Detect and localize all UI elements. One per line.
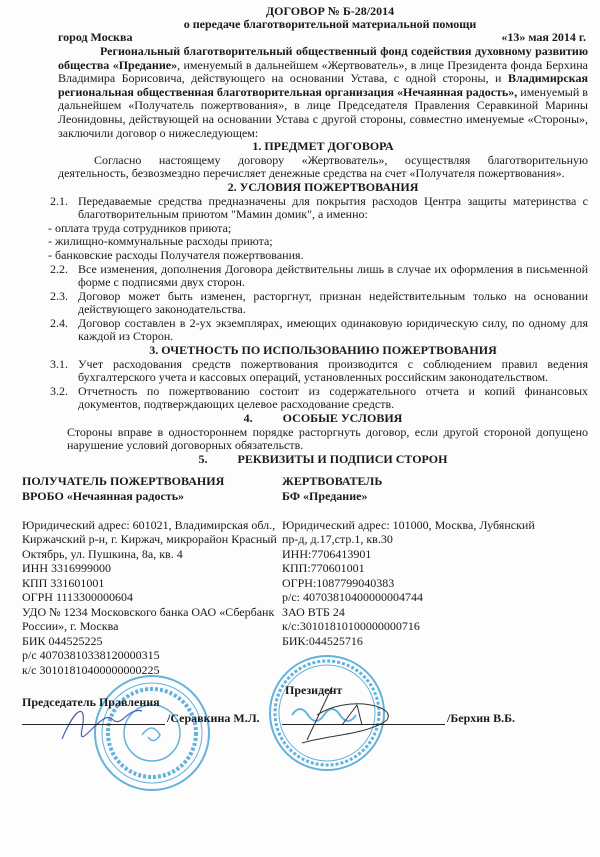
donor-org: Региональный благотворительный общественный фонд содействия духовному развитию общества «Предание» — [58, 44, 588, 72]
detail-line: КПП 331601001 — [22, 575, 105, 590]
recipient-signer-name: /Серавкина М.Л. — [167, 711, 260, 726]
detail-line: р/с: 40703810400000004744 — [282, 590, 423, 605]
recipient-details — [22, 474, 282, 677]
clause-text: Отчетность по пожертвованию состоит из содержательного отчета и копий финансовых документов, подтверждающих целевое расходование средств. — [78, 383, 588, 412]
detail-line: к/с 30101810400000000225 — [22, 662, 160, 677]
list-item: - оплата труда сотрудников приюта; — [48, 220, 232, 235]
donor-signature-line — [282, 724, 445, 725]
clause-number: 2.1. — [50, 193, 68, 208]
clause-number: 2.4. — [50, 315, 68, 330]
clause — [50, 193, 588, 222]
document-subtitle: о передаче благотворительной материальной помощи — [183, 17, 477, 31]
detail-line: Юридический адрес: 101000, Москва, Лубянский — [282, 517, 535, 532]
clause — [50, 261, 588, 290]
clause — [50, 288, 588, 317]
clause — [50, 315, 588, 344]
preamble — [58, 45, 588, 140]
detail-line: к/с:30101810100000000716 — [282, 619, 420, 634]
clause — [50, 356, 588, 385]
donor-signer-title: Президент — [285, 683, 343, 698]
detail-line: БИК:044525716 — [282, 633, 363, 648]
donor-details — [282, 474, 542, 677]
detail-line: р/с 40703810338120000315 — [22, 648, 160, 663]
detail-line: ИНН 3316999000 — [22, 561, 111, 576]
contract-body — [48, 0, 588, 466]
list-item: - жилищно-коммунальные расходы приюта; — [48, 234, 273, 249]
clause — [50, 383, 588, 412]
clause-number: 3.2. — [50, 383, 68, 398]
preamble-text: именуемый в дальнейшем «Получатель пожертвования», в лице Председателя Правления Серавкиной Марины Леонидовны, действующей на основании Устава с другой стороны, совместно именуемые «Стороны», заключили договор о нижеследующем: — [58, 84, 588, 140]
party-role: ПОЛУЧАТЕЛЬ ПОЖЕРТВОВАНИЯ — [22, 474, 225, 489]
clause-text: Учет расходования средств пожертвования производится с соблюдением правил ведения бухгалтерского учета и кассовых операций, установленных российским законодательством. — [78, 356, 588, 385]
detail-line: Юридический адрес: 601021, Владимирская обл., — [22, 517, 276, 532]
clause-text: Передаваемые средства предназначены для покрытия расходов Центра защиты материнства с благотворительным приютом "Мамин домик", а именно: — [78, 193, 588, 222]
signature-block — [22, 683, 600, 793]
recipient-signer-title: Председатель Правления — [22, 695, 160, 710]
detail-line: КПП:770601001 — [282, 561, 365, 576]
detail-line: Киржачский р-н, г. Киржач, микрорайон Красный — [22, 532, 277, 547]
document-title: ДОГОВОР № Б-28/2014 — [265, 4, 395, 18]
detail-line: ОГРН:1087799040383 — [282, 575, 395, 590]
detail-line: УДО № 1234 Московского банка ОАО «Сбербанк — [22, 604, 275, 619]
detail-line: пр-д, д.17,стр.1, кв.30 — [282, 532, 393, 547]
detail-line: ИНН:7706413901 — [282, 546, 372, 561]
clause-text: Договор может быть изменен, расторгнут, признан недействительным только на основании действующего законодательства. — [78, 288, 588, 317]
clause-text: Все изменения, дополнения Договора действительны лишь в случае их оформления в письменной форме с подписями двух сторон. — [78, 261, 588, 290]
party-role: ЖЕРТВОВАТЕЛЬ — [282, 474, 383, 489]
recipient-org: Владимирская региональная общественная благотворительная организация «Нечаянная радость», — [58, 71, 588, 99]
city: город Москва — [58, 30, 133, 44]
party-name: ВРОБО «Нечаянная радость» — [22, 488, 185, 503]
clause-number: 2.2. — [50, 261, 68, 276]
detail-line: БИК 044525225 — [22, 633, 103, 648]
section-heading: 5. РЕКВИЗИТЫ И ПОДПИСИ СТОРОН — [198, 451, 448, 466]
party-details — [22, 474, 600, 677]
clause-number: 3.1. — [50, 356, 68, 371]
section-text: Стороны вправе в одностороннем порядке расторгнуть договор, если другой стороной допущено нарушение условий договорных обязательств. — [67, 424, 588, 453]
detail-line: России», г. Москва — [22, 619, 119, 634]
recipient-signature-line — [22, 724, 165, 725]
section-heading: 1. ПРЕДМЕТ ДОГОВОРА — [252, 139, 394, 154]
detail-line: Октябрь, ул. Пушкина, 8а, кв. 4 — [22, 546, 183, 561]
clause-number: 2.3. — [50, 288, 68, 303]
section-heading: 2. УСЛОВИЯ ПОЖЕРТВОВАНИЯ — [227, 179, 419, 194]
section-text: Согласно настоящему договору «Жертвователь», осуществляя благотворительную деятельность, безвозмездно перечисляет денежные средства на счет «Получателя пожертвования». — [58, 152, 588, 181]
donor-signer-name: /Берхин В.Б. — [447, 711, 516, 726]
list-item: - банковские расходы Получателя пожертвования. — [48, 247, 304, 262]
detail-line: ЗАО ВТБ 24 — [282, 604, 345, 619]
section-heading: 3. ОЧЕТНОСТЬ ПО ИСПОЛЬЗОВАНИЮ ПОЖЕРТВОВАНИЯ — [149, 343, 497, 358]
clause-text: Договор составлен в 2-ух экземплярах, имеющих одинаковую юридическую силу, по одному для каждой из Сторон. — [78, 315, 588, 344]
party-name: БФ «Предание» — [282, 488, 368, 503]
preamble-text: , именуемый в дальнейшем «Жертвователь», в лице Президента фонда Берхина Владимира Борисовича, действующего на основании Устава, с одной стороны, и — [58, 57, 588, 86]
date: «13» мая 2014 г. — [501, 30, 586, 44]
section-heading: 4. ОСОБЫЕ УСЛОВИЯ — [243, 411, 403, 426]
detail-line: ОГРН 1113300000604 — [22, 590, 134, 605]
